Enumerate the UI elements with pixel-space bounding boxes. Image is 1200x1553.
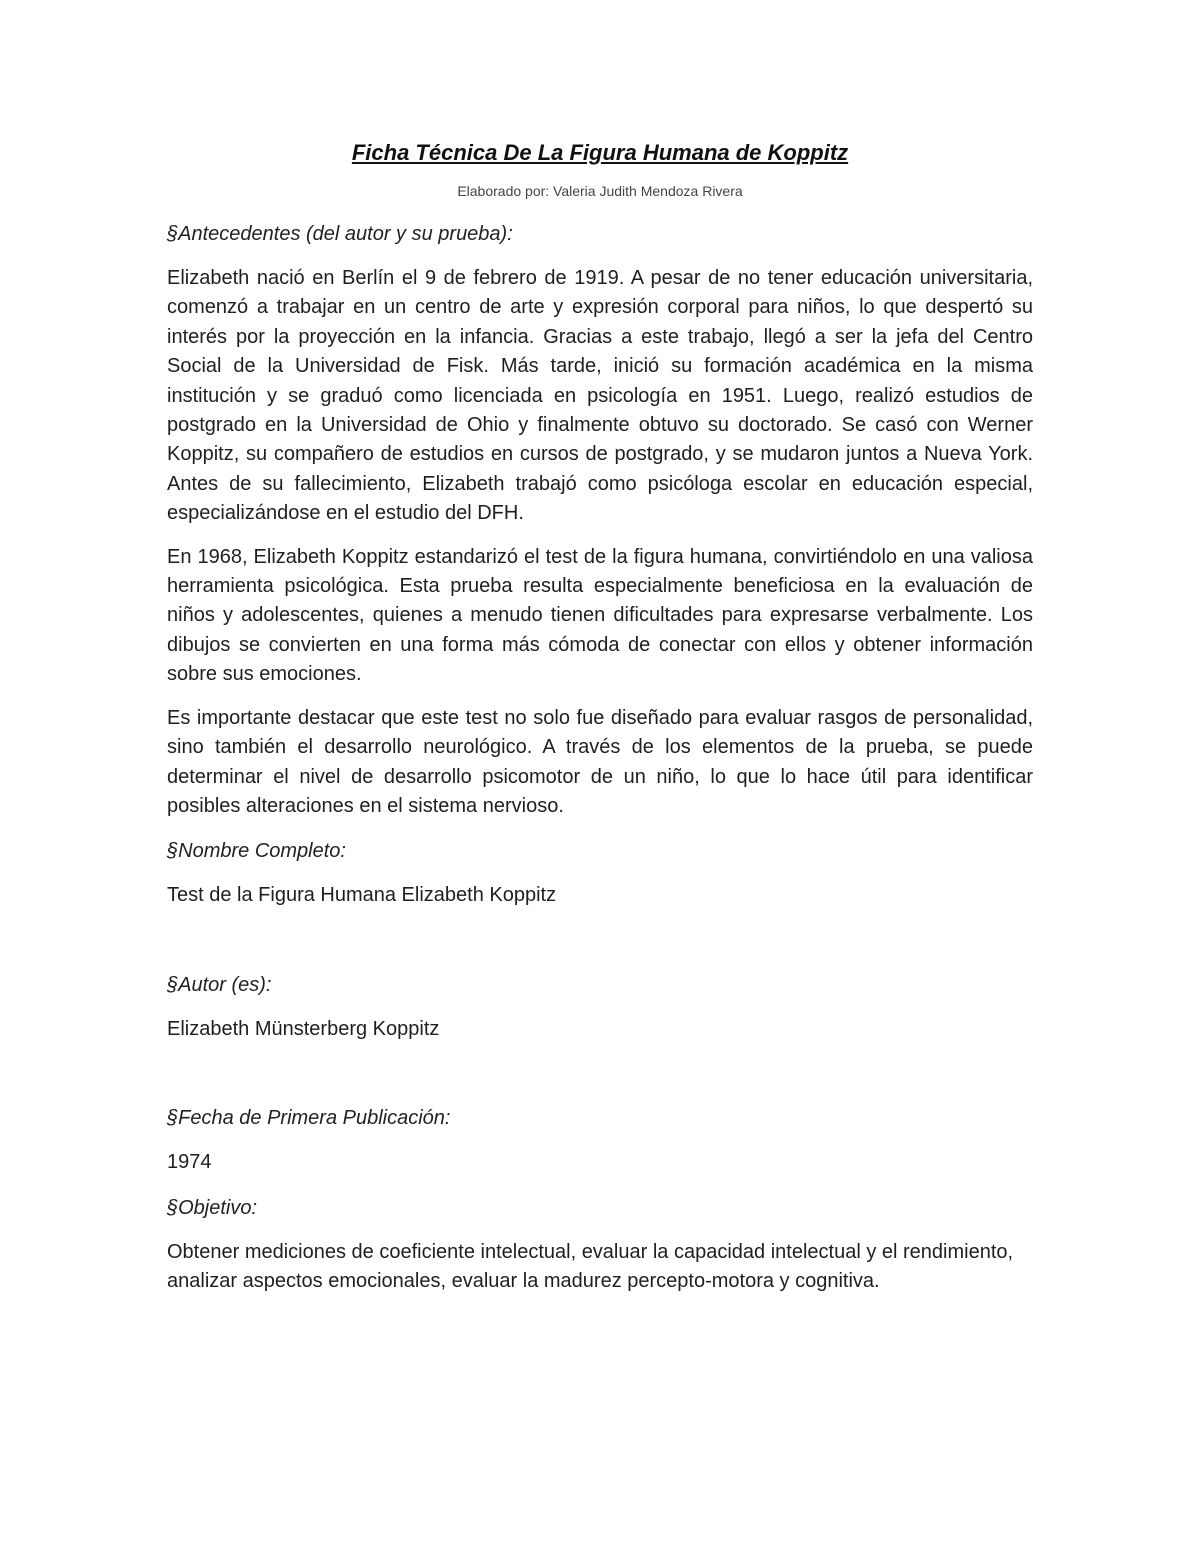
heading-antecedentes: §Antecedentes (del autor y su prueba): [167, 223, 513, 245]
document-page [167, 138, 1033, 1296]
value-nombre-completo: Test de la Figura Humana Elizabeth Koppitz [167, 884, 557, 907]
heading-fecha-publicacion: §Fecha de Primera Publicación: [167, 1107, 451, 1130]
heading-autor: §Autor (es): [167, 973, 272, 996]
paragraph-neurological: Es importante destacar que este test no solo fue diseñado para evaluar rasgos de personalidad, sino también el desarrollo neurológico. A través de los elementos de la prueba, se puede determinar el nivel de desarrollo psicomotor de un niño, lo que lo hace útil para identificar posibles alteraciones en el sistema nervioso. [167, 706, 1033, 817]
heading-objetivo: §Objetivo: [167, 1196, 258, 1219]
document-title: Ficha Técnica De La Figura Humana de Koppitz [351, 140, 849, 165]
heading-nombre-completo: §Nombre Completo: [167, 840, 346, 863]
paragraph-biography: Elizabeth nació en Berlín el 9 de febrero de 1919. A pesar de no tener educación universitaria, comenzó a trabajar en un centro de arte y expresión corporal para niños, lo que despertó su interés por la proyección en la infancia. Gracias a este trabajo, llegó a ser la jefa del Centro Social de la Universidad de Fisk. Más tarde, inició su formación académica en la misma institución y se graduó como licenciada en psicología en 1951. Luego, realizó estudios de postgrado en la Universidad de Ohio y finalmente obtuvo su doctorado. Se casó con Werner Koppitz, su compañero de estudios en cursos de postgrado, y se mudaron juntos a Nueva York. Antes de su fallecimiento, Elizabeth trabajó como psicóloga escolar en educación especial, especializándose en el estudio del DFH. [167, 267, 1033, 525]
value-fecha-publicacion: 1974 [167, 1151, 212, 1174]
value-autor: Elizabeth Münsterberg Koppitz [167, 1017, 440, 1040]
value-objetivo: Obtener mediciones de coeficiente intelectual, evaluar la capacidad intelectual y el rendimiento, analizar aspectos emocionales, evaluar la madurez percepto-motora y cognitiva. [167, 1240, 1014, 1292]
paragraph-standardization: En 1968, Elizabeth Koppitz estandarizó el test de la figura humana, convirtiéndolo en una valiosa herramienta psicológica. Esta prueba resulta especialmente beneficiosa en la evaluación de niños y adolescentes, quienes a menudo tienen dificultades para expresarse verbalmente. Los dibujos se convierten en una forma más cómoda de conectar con ellos y obtener información sobre sus emociones. [167, 545, 1033, 686]
author-line: Elaborado por: Valeria Judith Mendoza Rivera [457, 183, 743, 199]
